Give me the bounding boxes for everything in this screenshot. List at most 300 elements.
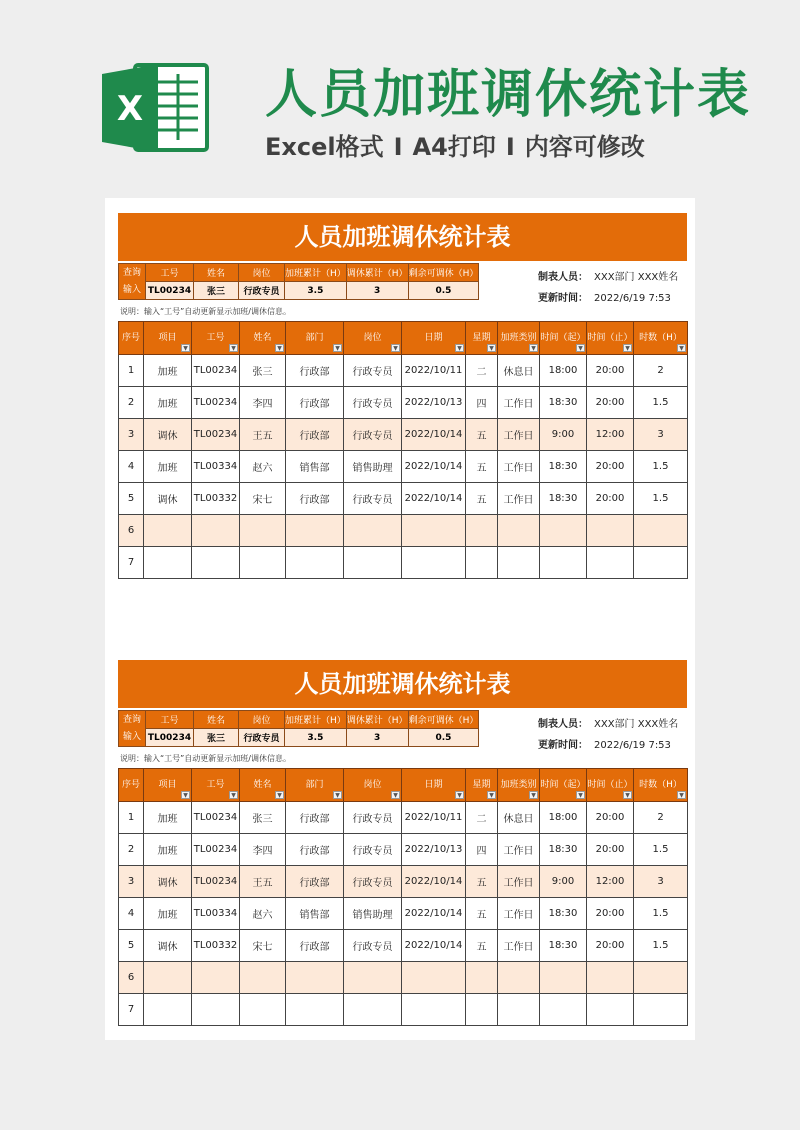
cell-hours[interactable]: 1.5 [634, 451, 688, 483]
cell-department[interactable]: 行政部 [286, 930, 344, 962]
cell-time-end[interactable]: 20:00 [587, 834, 634, 866]
cell-department[interactable] [286, 994, 344, 1026]
filter-dropdown-icon[interactable]: ▼ [529, 791, 538, 799]
cell-time-start[interactable] [540, 962, 587, 994]
cell-seq[interactable]: 4 [119, 898, 144, 930]
cell-date[interactable]: 2022/10/11 [402, 802, 466, 834]
cell-weekday[interactable] [466, 994, 498, 1026]
cell-date[interactable]: 2022/10/11 [402, 355, 466, 387]
query-header: 加班累计（H） [285, 711, 347, 729]
filter-dropdown-icon[interactable]: ▼ [229, 344, 238, 352]
maker-label: 制表人员： [538, 272, 588, 283]
cell-hours[interactable] [634, 515, 688, 547]
cell-seq[interactable]: 2 [119, 387, 144, 419]
query-employee-id-input[interactable]: TL00234 [146, 282, 194, 300]
cell-time-end[interactable] [587, 994, 634, 1026]
hero-subtitle [265, 127, 645, 162]
cell-time-end[interactable]: 20:00 [587, 802, 634, 834]
usage-note: 说明：输入“工号”自动更新显示加班/调休信息。 [120, 307, 291, 316]
column-header-time-start [540, 322, 587, 355]
cell-seq[interactable]: 6 [119, 515, 144, 547]
cell-time-start[interactable]: 9:00 [540, 866, 587, 898]
cell-time-end[interactable]: 12:00 [587, 866, 634, 898]
cell-employee-id[interactable]: TL00332 [192, 483, 240, 515]
cell-name[interactable] [240, 994, 286, 1026]
query-header: 工号 [146, 264, 194, 282]
column-header-name [240, 322, 286, 355]
cell-date[interactable]: 2022/10/14 [402, 451, 466, 483]
query-header: 岗位 [239, 711, 285, 729]
query-leave-remaining: 0.5 [408, 729, 479, 747]
cell-item[interactable] [144, 547, 192, 579]
filter-dropdown-icon[interactable]: ▼ [181, 791, 190, 799]
cell-position[interactable] [344, 962, 402, 994]
cell-employee-id[interactable] [192, 515, 240, 547]
cell-hours[interactable]: 1.5 [634, 898, 688, 930]
cell-weekday[interactable]: 五 [466, 866, 498, 898]
query-overtime-total: 3.5 [285, 729, 347, 747]
filter-dropdown-icon[interactable]: ▼ [181, 344, 190, 352]
column-header-label: 星期 [472, 779, 491, 790]
column-header-label: 加班类别 [500, 332, 537, 343]
cell-department[interactable]: 行政部 [286, 419, 344, 451]
cell-name[interactable]: 赵六 [240, 451, 286, 483]
cell-name[interactable]: 王五 [240, 866, 286, 898]
cell-item[interactable] [144, 994, 192, 1026]
cell-seq[interactable]: 2 [119, 834, 144, 866]
column-header-item [144, 322, 192, 355]
cell-department[interactable] [286, 547, 344, 579]
filter-dropdown-icon[interactable]: ▼ [275, 344, 284, 352]
cell-position[interactable]: 行政专员 [344, 483, 402, 515]
filter-dropdown-icon[interactable]: ▼ [677, 791, 686, 799]
column-header-seq [119, 769, 144, 802]
cell-item[interactable] [144, 962, 192, 994]
query-employee-id-input[interactable]: TL00234 [146, 729, 194, 747]
query-header: 姓名 [194, 264, 239, 282]
cell-time-start[interactable]: 18:30 [540, 387, 587, 419]
cell-time-start[interactable] [540, 547, 587, 579]
cell-time-end[interactable]: 20:00 [587, 451, 634, 483]
records-table [118, 768, 688, 1026]
table-row [119, 547, 688, 579]
cell-time-start[interactable]: 18:30 [540, 930, 587, 962]
cell-weekday[interactable] [466, 547, 498, 579]
query-header: 姓名 [194, 711, 239, 729]
cell-seq[interactable]: 7 [119, 994, 144, 1026]
query-leave-remaining: 0.5 [408, 282, 479, 300]
cell-seq[interactable]: 5 [119, 930, 144, 962]
cell-name[interactable]: 宋七 [240, 930, 286, 962]
table-row [119, 866, 688, 898]
cell-name[interactable]: 李四 [240, 387, 286, 419]
cell-time-end[interactable]: 20:00 [587, 355, 634, 387]
cell-weekday[interactable]: 二 [466, 802, 498, 834]
cell-time-end[interactable]: 20:00 [587, 898, 634, 930]
query-label: 查询输入 [119, 264, 146, 300]
maker-info [538, 715, 678, 730]
cell-hours[interactable]: 1.5 [634, 834, 688, 866]
cell-time-start[interactable]: 18:00 [540, 802, 587, 834]
column-header-label: 岗位 [363, 779, 382, 790]
cell-overtime-type[interactable]: 工作日 [498, 451, 540, 483]
cell-time-start[interactable] [540, 515, 587, 547]
filter-dropdown-icon[interactable]: ▼ [333, 791, 342, 799]
cell-item[interactable]: 加班 [144, 834, 192, 866]
cell-overtime-type[interactable]: 工作日 [498, 483, 540, 515]
cell-position[interactable]: 行政专员 [344, 834, 402, 866]
cell-employee-id[interactable]: TL00234 [192, 355, 240, 387]
cell-overtime-type[interactable]: 工作日 [498, 898, 540, 930]
table-row [119, 994, 688, 1026]
cell-date[interactable] [402, 515, 466, 547]
cell-position[interactable]: 行政专员 [344, 866, 402, 898]
cell-date[interactable]: 2022/10/14 [402, 898, 466, 930]
filter-dropdown-icon[interactable]: ▼ [576, 791, 585, 799]
cell-hours[interactable]: 2 [634, 802, 688, 834]
cell-date[interactable]: 2022/10/14 [402, 483, 466, 515]
cell-employee-id[interactable] [192, 547, 240, 579]
cell-department[interactable]: 行政部 [286, 802, 344, 834]
column-header-label: 时间（起） [540, 332, 586, 343]
hero-banner [0, 0, 800, 190]
cell-seq[interactable]: 3 [119, 866, 144, 898]
cell-seq[interactable]: 1 [119, 802, 144, 834]
column-header-label: 序号 [121, 332, 140, 343]
subtitle-editable: 内容可修改 [524, 133, 645, 161]
table-row [119, 419, 688, 451]
filter-dropdown-icon[interactable]: ▼ [391, 791, 400, 799]
cell-department[interactable]: 行政部 [286, 866, 344, 898]
column-header-label: 姓名 [253, 779, 272, 790]
cell-date[interactable]: 2022/10/14 [402, 866, 466, 898]
cell-position[interactable]: 行政专员 [344, 355, 402, 387]
sheet-2 [118, 660, 687, 1026]
cell-position[interactable] [344, 515, 402, 547]
filter-dropdown-icon[interactable]: ▼ [333, 344, 342, 352]
filter-dropdown-icon[interactable]: ▼ [623, 791, 632, 799]
column-header-label: 加班类别 [500, 779, 537, 790]
cell-item[interactable]: 调休 [144, 419, 192, 451]
cell-employee-id[interactable] [192, 962, 240, 994]
cell-time-start[interactable]: 18:30 [540, 451, 587, 483]
cell-employee-id[interactable]: TL00234 [192, 802, 240, 834]
table-row [119, 834, 688, 866]
cell-department[interactable] [286, 962, 344, 994]
filter-dropdown-icon[interactable]: ▼ [487, 791, 496, 799]
column-header-label: 时间（止） [587, 779, 633, 790]
update-info [538, 289, 671, 304]
cell-hours[interactable] [634, 962, 688, 994]
query-header: 剩余可调休（H） [408, 711, 479, 729]
cell-position[interactable]: 行政专员 [344, 419, 402, 451]
cell-date[interactable] [402, 994, 466, 1026]
query-leave-total: 3 [346, 282, 408, 300]
records-header-row [119, 322, 688, 355]
cell-weekday[interactable]: 五 [466, 419, 498, 451]
cell-time-start[interactable]: 9:00 [540, 419, 587, 451]
logo-letter: X [116, 89, 144, 129]
filter-dropdown-icon[interactable]: ▼ [391, 344, 400, 352]
column-header-seq [119, 322, 144, 355]
cell-employee-id[interactable]: TL00234 [192, 866, 240, 898]
cell-name[interactable]: 赵六 [240, 898, 286, 930]
cell-weekday[interactable] [466, 962, 498, 994]
cell-employee-id[interactable]: TL00334 [192, 898, 240, 930]
cell-date[interactable]: 2022/10/13 [402, 834, 466, 866]
table-row [119, 930, 688, 962]
cell-overtime-type[interactable] [498, 962, 540, 994]
subtitle-separator: I [505, 133, 515, 161]
subtitle-format: Excel格式 [265, 133, 384, 161]
column-header-name [240, 769, 286, 802]
filter-dropdown-icon[interactable]: ▼ [229, 791, 238, 799]
query-zone [118, 261, 687, 321]
cell-seq[interactable]: 3 [119, 419, 144, 451]
cell-seq[interactable]: 6 [119, 962, 144, 994]
cell-employee-id[interactable]: TL00334 [192, 451, 240, 483]
column-header-label: 工号 [206, 779, 225, 790]
subtitle-separator: I [393, 133, 403, 161]
cell-name[interactable]: 李四 [240, 834, 286, 866]
cell-name[interactable]: 王五 [240, 419, 286, 451]
column-header-overtime-type [498, 322, 540, 355]
query-header: 工号 [146, 711, 194, 729]
cell-overtime-type[interactable]: 工作日 [498, 930, 540, 962]
column-header-label: 岗位 [363, 332, 382, 343]
cell-name[interactable] [240, 962, 286, 994]
cell-overtime-type[interactable]: 休息日 [498, 802, 540, 834]
cell-time-end[interactable]: 12:00 [587, 419, 634, 451]
filter-dropdown-icon[interactable]: ▼ [487, 344, 496, 352]
cell-department[interactable]: 行政部 [286, 834, 344, 866]
cell-item[interactable]: 调休 [144, 483, 192, 515]
cell-department[interactable]: 行政部 [286, 387, 344, 419]
cell-weekday[interactable]: 四 [466, 834, 498, 866]
cell-time-end[interactable] [587, 962, 634, 994]
cell-seq[interactable]: 1 [119, 355, 144, 387]
cell-time-start[interactable]: 18:30 [540, 898, 587, 930]
cell-department[interactable]: 销售部 [286, 451, 344, 483]
cell-item[interactable]: 加班 [144, 898, 192, 930]
cell-item[interactable]: 调休 [144, 930, 192, 962]
cell-hours[interactable] [634, 547, 688, 579]
query-overtime-total: 3.5 [285, 282, 347, 300]
column-header-label: 部门 [305, 332, 324, 343]
cell-item[interactable]: 加班 [144, 451, 192, 483]
cell-department[interactable] [286, 515, 344, 547]
cell-weekday[interactable]: 五 [466, 451, 498, 483]
column-header-label: 项目 [158, 332, 177, 343]
usage-note: 说明：输入“工号”自动更新显示加班/调休信息。 [120, 754, 291, 763]
table-row [119, 898, 688, 930]
cell-time-start[interactable] [540, 994, 587, 1026]
query-header: 剩余可调休（H） [408, 264, 479, 282]
table-row [119, 355, 688, 387]
cell-time-end[interactable]: 20:00 [587, 483, 634, 515]
cell-overtime-type[interactable]: 工作日 [498, 834, 540, 866]
cell-name[interactable]: 张三 [240, 355, 286, 387]
cell-department[interactable]: 销售部 [286, 898, 344, 930]
column-header-label: 日期 [424, 332, 443, 343]
table-row [119, 451, 688, 483]
cell-date[interactable]: 2022/10/14 [402, 419, 466, 451]
cell-hours[interactable]: 1.5 [634, 387, 688, 419]
cell-date[interactable] [402, 962, 466, 994]
cell-department[interactable]: 行政部 [286, 355, 344, 387]
update-label: 更新时间： [538, 740, 588, 751]
cell-hours[interactable] [634, 994, 688, 1026]
cell-weekday[interactable]: 二 [466, 355, 498, 387]
query-name-value: 张三 [194, 282, 239, 300]
cell-position[interactable]: 销售助理 [344, 451, 402, 483]
sheet-1 [118, 213, 687, 579]
query-name-value: 张三 [194, 729, 239, 747]
column-header-label: 时间（止） [587, 332, 633, 343]
column-header-label: 姓名 [253, 332, 272, 343]
filter-dropdown-icon[interactable]: ▼ [455, 791, 464, 799]
column-header-time-start [540, 769, 587, 802]
update-info [538, 736, 671, 751]
table-row [119, 387, 688, 419]
column-header-position [344, 322, 402, 355]
query-header: 调休累计（H） [346, 264, 408, 282]
cell-hours[interactable]: 1.5 [634, 483, 688, 515]
column-header-label: 日期 [424, 779, 443, 790]
cell-position[interactable] [344, 547, 402, 579]
cell-weekday[interactable] [466, 515, 498, 547]
cell-hours[interactable]: 1.5 [634, 930, 688, 962]
column-header-department [286, 769, 344, 802]
column-header-hours [634, 769, 688, 802]
maker-label: 制表人员： [538, 719, 588, 730]
column-header-hours [634, 322, 688, 355]
column-header-label: 项目 [158, 779, 177, 790]
cell-overtime-type[interactable] [498, 994, 540, 1026]
cell-seq[interactable]: 5 [119, 483, 144, 515]
column-header-time-end [587, 322, 634, 355]
update-label: 更新时间： [538, 293, 588, 304]
query-header: 加班累计（H） [285, 264, 347, 282]
cell-date[interactable]: 2022/10/14 [402, 930, 466, 962]
filter-dropdown-icon[interactable]: ▼ [529, 344, 538, 352]
cell-time-start[interactable]: 18:30 [540, 483, 587, 515]
filter-dropdown-icon[interactable]: ▼ [677, 344, 686, 352]
cell-item[interactable]: 加班 [144, 802, 192, 834]
cell-overtime-type[interactable] [498, 515, 540, 547]
filter-dropdown-icon[interactable]: ▼ [576, 344, 585, 352]
column-header-label: 时数（H） [639, 779, 682, 790]
update-value: 2022/6/19 7:53 [594, 293, 671, 304]
column-header-weekday [466, 769, 498, 802]
filter-dropdown-icon[interactable]: ▼ [455, 344, 464, 352]
table-row [119, 515, 688, 547]
table-row [119, 802, 688, 834]
cell-employee-id[interactable]: TL00234 [192, 834, 240, 866]
cell-date[interactable]: 2022/10/13 [402, 387, 466, 419]
cell-overtime-type[interactable]: 休息日 [498, 355, 540, 387]
maker-value: XXX部门 XXX姓名 [594, 272, 679, 283]
cell-seq[interactable]: 7 [119, 547, 144, 579]
query-position-value: 行政专员 [239, 729, 285, 747]
column-header-label: 部门 [305, 779, 324, 790]
cell-weekday[interactable]: 五 [466, 930, 498, 962]
cell-weekday[interactable]: 四 [466, 387, 498, 419]
cell-name[interactable] [240, 515, 286, 547]
sheet-title: 人员加班调休统计表 [118, 213, 687, 261]
cell-employee-id[interactable]: TL00234 [192, 419, 240, 451]
cell-time-end[interactable]: 20:00 [587, 930, 634, 962]
cell-time-start[interactable]: 18:00 [540, 355, 587, 387]
cell-employee-id[interactable]: TL00234 [192, 387, 240, 419]
filter-dropdown-icon[interactable]: ▼ [623, 344, 632, 352]
cell-time-end[interactable] [587, 547, 634, 579]
cell-hours[interactable]: 3 [634, 419, 688, 451]
cell-seq[interactable]: 4 [119, 451, 144, 483]
cell-item[interactable]: 加班 [144, 355, 192, 387]
query-table [118, 710, 479, 747]
cell-item[interactable]: 调休 [144, 866, 192, 898]
column-header-department [286, 322, 344, 355]
table-row [119, 483, 688, 515]
cell-position[interactable]: 行政专员 [344, 930, 402, 962]
filter-dropdown-icon[interactable]: ▼ [275, 791, 284, 799]
cell-employee-id[interactable] [192, 994, 240, 1026]
cell-overtime-type[interactable]: 工作日 [498, 866, 540, 898]
cell-hours[interactable]: 3 [634, 866, 688, 898]
sheet-title: 人员加班调休统计表 [118, 660, 687, 708]
cell-date[interactable] [402, 547, 466, 579]
cell-time-end[interactable]: 20:00 [587, 387, 634, 419]
excel-logo-icon [100, 60, 210, 155]
query-table [118, 263, 479, 300]
cell-overtime-type[interactable]: 工作日 [498, 419, 540, 451]
cell-employee-id[interactable]: TL00332 [192, 930, 240, 962]
column-header-date [402, 322, 466, 355]
cell-item[interactable] [144, 515, 192, 547]
cell-time-start[interactable]: 18:30 [540, 834, 587, 866]
column-header-label: 时间（起） [540, 779, 586, 790]
maker-info [538, 268, 678, 283]
cell-weekday[interactable]: 五 [466, 483, 498, 515]
cell-position[interactable]: 行政专员 [344, 387, 402, 419]
column-header-label: 星期 [472, 332, 491, 343]
cell-weekday[interactable]: 五 [466, 898, 498, 930]
cell-time-end[interactable] [587, 515, 634, 547]
records-header-row [119, 769, 688, 802]
cell-name[interactable] [240, 547, 286, 579]
cell-name[interactable]: 张三 [240, 802, 286, 834]
cell-item[interactable]: 加班 [144, 387, 192, 419]
query-zone [118, 708, 687, 768]
cell-name[interactable]: 宋七 [240, 483, 286, 515]
column-header-date [402, 769, 466, 802]
cell-overtime-type[interactable] [498, 547, 540, 579]
column-header-label: 序号 [121, 779, 140, 790]
cell-position[interactable] [344, 994, 402, 1026]
hero-title: 人员加班调休统计表 [265, 65, 752, 125]
column-header-position [344, 769, 402, 802]
cell-overtime-type[interactable]: 工作日 [498, 387, 540, 419]
query-leave-total: 3 [346, 729, 408, 747]
cell-department[interactable]: 行政部 [286, 483, 344, 515]
cell-hours[interactable]: 2 [634, 355, 688, 387]
column-header-item [144, 769, 192, 802]
query-label: 查询输入 [119, 711, 146, 747]
cell-position[interactable]: 销售助理 [344, 898, 402, 930]
column-header-weekday [466, 322, 498, 355]
cell-position[interactable]: 行政专员 [344, 802, 402, 834]
